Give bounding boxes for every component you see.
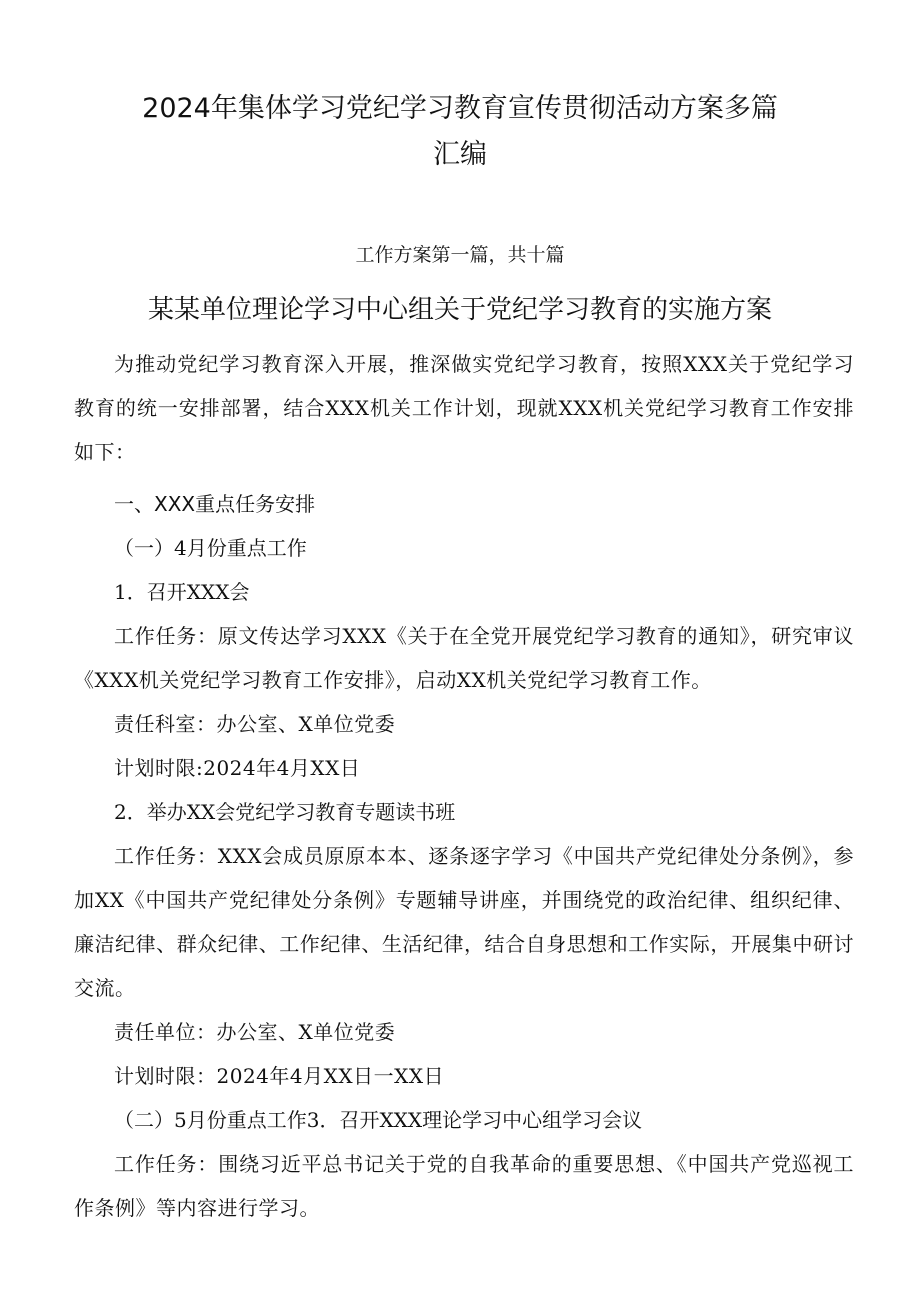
item-heading: 2．举办XX会党纪学习教育专题读书班 (114, 800, 456, 824)
section-heading: 一、XXX重点任务安排 (114, 492, 316, 516)
document-body (74, 342, 854, 1230)
document-title-line1: 2024年集体学习党纪学习教育宣传贯彻活动方案多篇 (142, 93, 778, 124)
subsection-heading: （二）5月份重点工作3．召开XXX理论学习中心组学习会议 (114, 1108, 643, 1132)
item-task: 工作任务：XXX会成员原原本本、逐条逐字学习《中国共产党纪律处分条例》，参加XX《中国共产党纪律处分条例》专题辅导讲座，并围绕党的政治纪律、组织纪律、廉洁纪律、群众纪律、工作纪律、生活纪律，结合自身思想和工作实际，开展集中研讨交流。 (74, 844, 854, 1000)
plan-title: 某某单位理论学习中心组关于党纪学习教育的实施方案 (147, 295, 772, 325)
item-task: 工作任务：围绕习近平总书记关于党的自我革命的重要思想、《中国共产党巡视工作条例》等内容进行学习。 (74, 1152, 854, 1220)
item-heading: 1．召开XXX会 (114, 580, 250, 604)
document-title-line2: 汇编 (433, 139, 487, 170)
subsection-heading: （一）4月份重点工作 (114, 536, 307, 560)
document-subtitle: 工作方案第一篇，共十篇 (355, 244, 565, 266)
item-task: 工作任务：原文传达学习XXX《关于在全党开展党纪学习教育的通知》，研究审议《XXX机关党纪学习教育工作安排》，启动XX机关党纪学习教育工作。 (74, 624, 854, 692)
item-responsible: 责任科室：办公室、X单位党委 (114, 712, 396, 736)
item-deadline: 计划时限:2024年4月XX日 (114, 756, 361, 780)
item-deadline: 计划时限：2024年4月XX日一XX日 (114, 1064, 445, 1088)
intro-paragraph: 为推动党纪学习教育深入开展，推深做实党纪学习教育，按照XXX关于党纪学习教育的统一安排部署，结合XXX机关工作计划，现就XXX机关党纪学习教育工作安排如下： (74, 352, 854, 464)
item-responsible: 责任单位：办公室、X单位党委 (114, 1020, 396, 1044)
